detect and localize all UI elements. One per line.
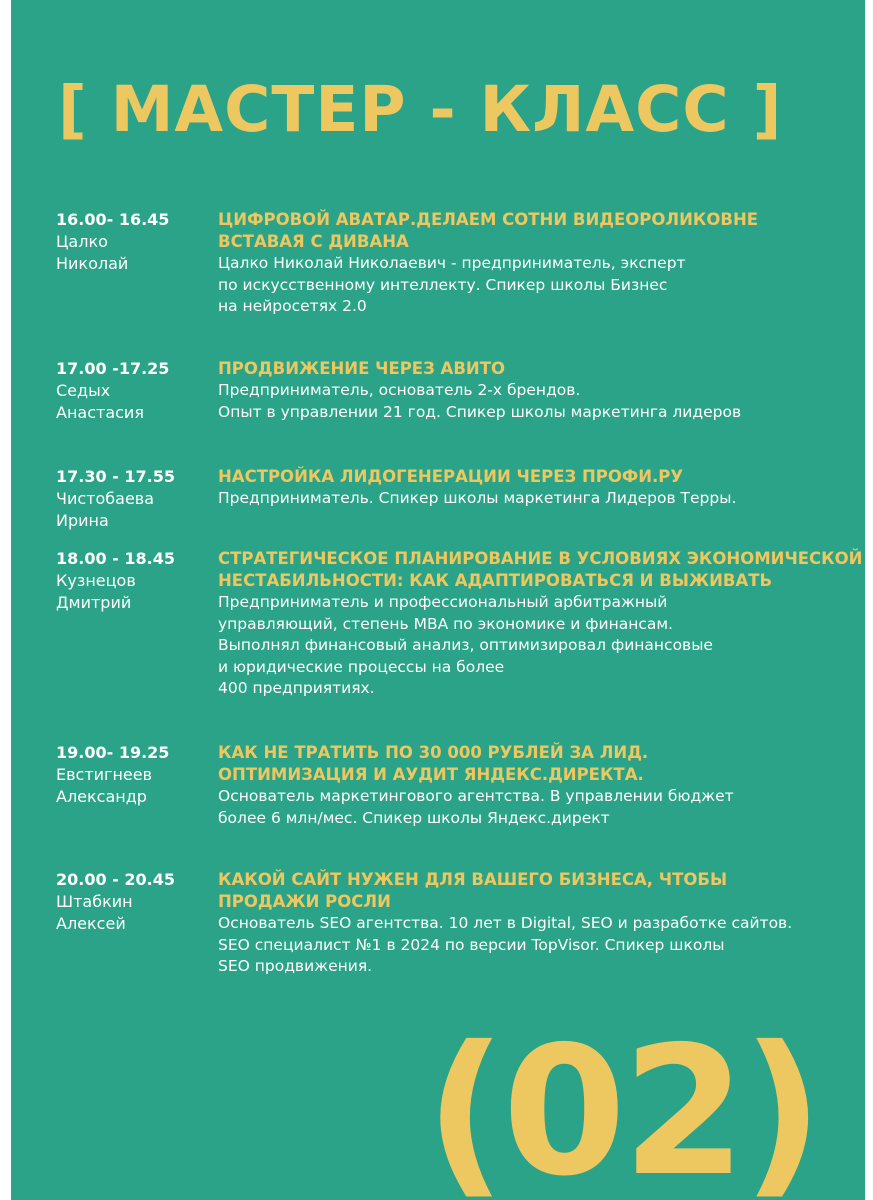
speaker-surname: Кузнецов (56, 571, 136, 590)
description-line: Предприниматель и профессиональный арбитражный (218, 593, 668, 611)
session-time: 20.00 - 20.45 (56, 870, 175, 889)
page-title: [ МАСТЕР - КЛАСС ] (58, 73, 783, 146)
session-topic (218, 466, 858, 488)
session-speaker (56, 891, 206, 935)
session-description (218, 786, 858, 829)
session-content (218, 869, 858, 978)
session-speaker (56, 380, 206, 424)
description-line: 400 предприятиях. (218, 679, 375, 697)
description-line: Опыт в управлении 21 год. Спикер школы маркетинга лидеров (218, 402, 742, 421)
topic-line: КАК НЕ ТРАТИТЬ ПО 30 000 РУБЛЕЙ ЗА ЛИД. (218, 743, 649, 762)
session-description (218, 253, 858, 318)
session-content (218, 358, 858, 423)
session-content (218, 466, 858, 510)
session-content (218, 209, 858, 318)
session-speaker (56, 231, 206, 275)
session-time: 16.00- 16.45 (56, 210, 170, 229)
session-time: 17.30 - 17.55 (56, 467, 175, 486)
description-line: Предприниматель. Спикер школы маркетинга Лидеров Терры. (218, 489, 737, 507)
speaker-name: Дмитрий (56, 593, 132, 612)
speaker-surname: Евстигнеев (56, 765, 153, 784)
session-topic (218, 358, 858, 380)
speaker-surname: Штабкин (56, 892, 133, 911)
session-description (218, 380, 858, 423)
topic-line: ПРОДВИЖЕНИЕ ЧЕРЕЗ АВИТО (218, 359, 505, 378)
session-description (218, 488, 858, 510)
description-line: Цалко Николай Николаевич - предприниматель, эксперт (218, 254, 686, 272)
speaker-surname: Седых (56, 381, 111, 400)
description-line: и юридические процессы на более (218, 657, 505, 676)
topic-line: НАСТРОЙКА ЛИДОГЕНЕРАЦИИ ЧЕРЕЗ ПРОФИ.РУ (218, 467, 684, 486)
session-speaker (56, 764, 206, 808)
session-description (218, 913, 858, 978)
description-line: Предприниматель, основатель 2-х брендов. (218, 381, 581, 399)
session-content (218, 548, 863, 700)
description-line: Основатель SEO агентства. 10 лет в Digital, SEO и разработке сайтов. (218, 914, 793, 932)
session-time: 17.00 -17.25 (56, 359, 170, 378)
description-line: Выполнял финансовый анализ, оптимизировал финансовые (218, 636, 713, 654)
session-content (218, 742, 858, 829)
speaker-name: Александр (56, 787, 147, 806)
session-speaker (56, 570, 206, 614)
poster (11, 0, 865, 1200)
session-topic (218, 742, 858, 786)
session-topic (218, 209, 858, 253)
description-line: более 6 млн/мес. Спикер школы Яндекс.директ (218, 808, 610, 827)
topic-line: ЦИФРОВОЙ АВАТАР.ДЕЛАЕМ СОТНИ ВИДЕОРОЛИКОВНЕ (218, 210, 759, 229)
session-time: 19.00- 19.25 (56, 743, 170, 762)
speaker-surname: Цалко (56, 232, 108, 251)
page-number: (02) (425, 1008, 820, 1200)
topic-line: ОПТИМИЗАЦИЯ И АУДИТ ЯНДЕКС.ДИРЕКТА. (218, 765, 644, 784)
speaker-name: Николай (56, 254, 129, 273)
description-line: управляющий, степень МВА по экономике и финансам. (218, 614, 673, 633)
session-time: 18.00 - 18.45 (56, 549, 175, 568)
description-line: Основатель маркетингового агентства. В управлении бюджет (218, 787, 734, 805)
topic-line: НЕСТАБИЛЬНОСТИ: КАК АДАПТИРОВАТЬСЯ И ВЫЖИВАТЬ (218, 571, 773, 590)
speaker-surname: Чистобаева (56, 489, 155, 508)
session-topic (218, 548, 863, 592)
description-line: SEO продвижения. (218, 957, 373, 975)
session-description (218, 592, 858, 700)
session-topic (218, 869, 858, 913)
session-speaker (56, 488, 206, 532)
speaker-name: Алексей (56, 914, 126, 933)
description-line: на нейросетях 2.0 (218, 297, 367, 315)
description-line: по искусственному интеллекту. Спикер школы Бизнес (218, 275, 668, 294)
speaker-name: Анастасия (56, 403, 144, 422)
topic-line: ВСТАВАЯ С ДИВАНА (218, 232, 409, 251)
description-line: SEO специалист №1 в 2024 по версии TopVisor. Спикер школы (218, 935, 725, 954)
topic-line: СТРАТЕГИЧЕСКОЕ ПЛАНИРОВАНИЕ В УСЛОВИЯХ ЭКОНОМИЧЕСКОЙ (218, 549, 863, 568)
speaker-name: Ирина (56, 511, 109, 530)
topic-line: ПРОДАЖИ РОСЛИ (218, 892, 391, 911)
topic-line: КАКОЙ САЙТ НУЖЕН ДЛЯ ВАШЕГО БИЗНЕСА, ЧТОБЫ (218, 870, 728, 889)
